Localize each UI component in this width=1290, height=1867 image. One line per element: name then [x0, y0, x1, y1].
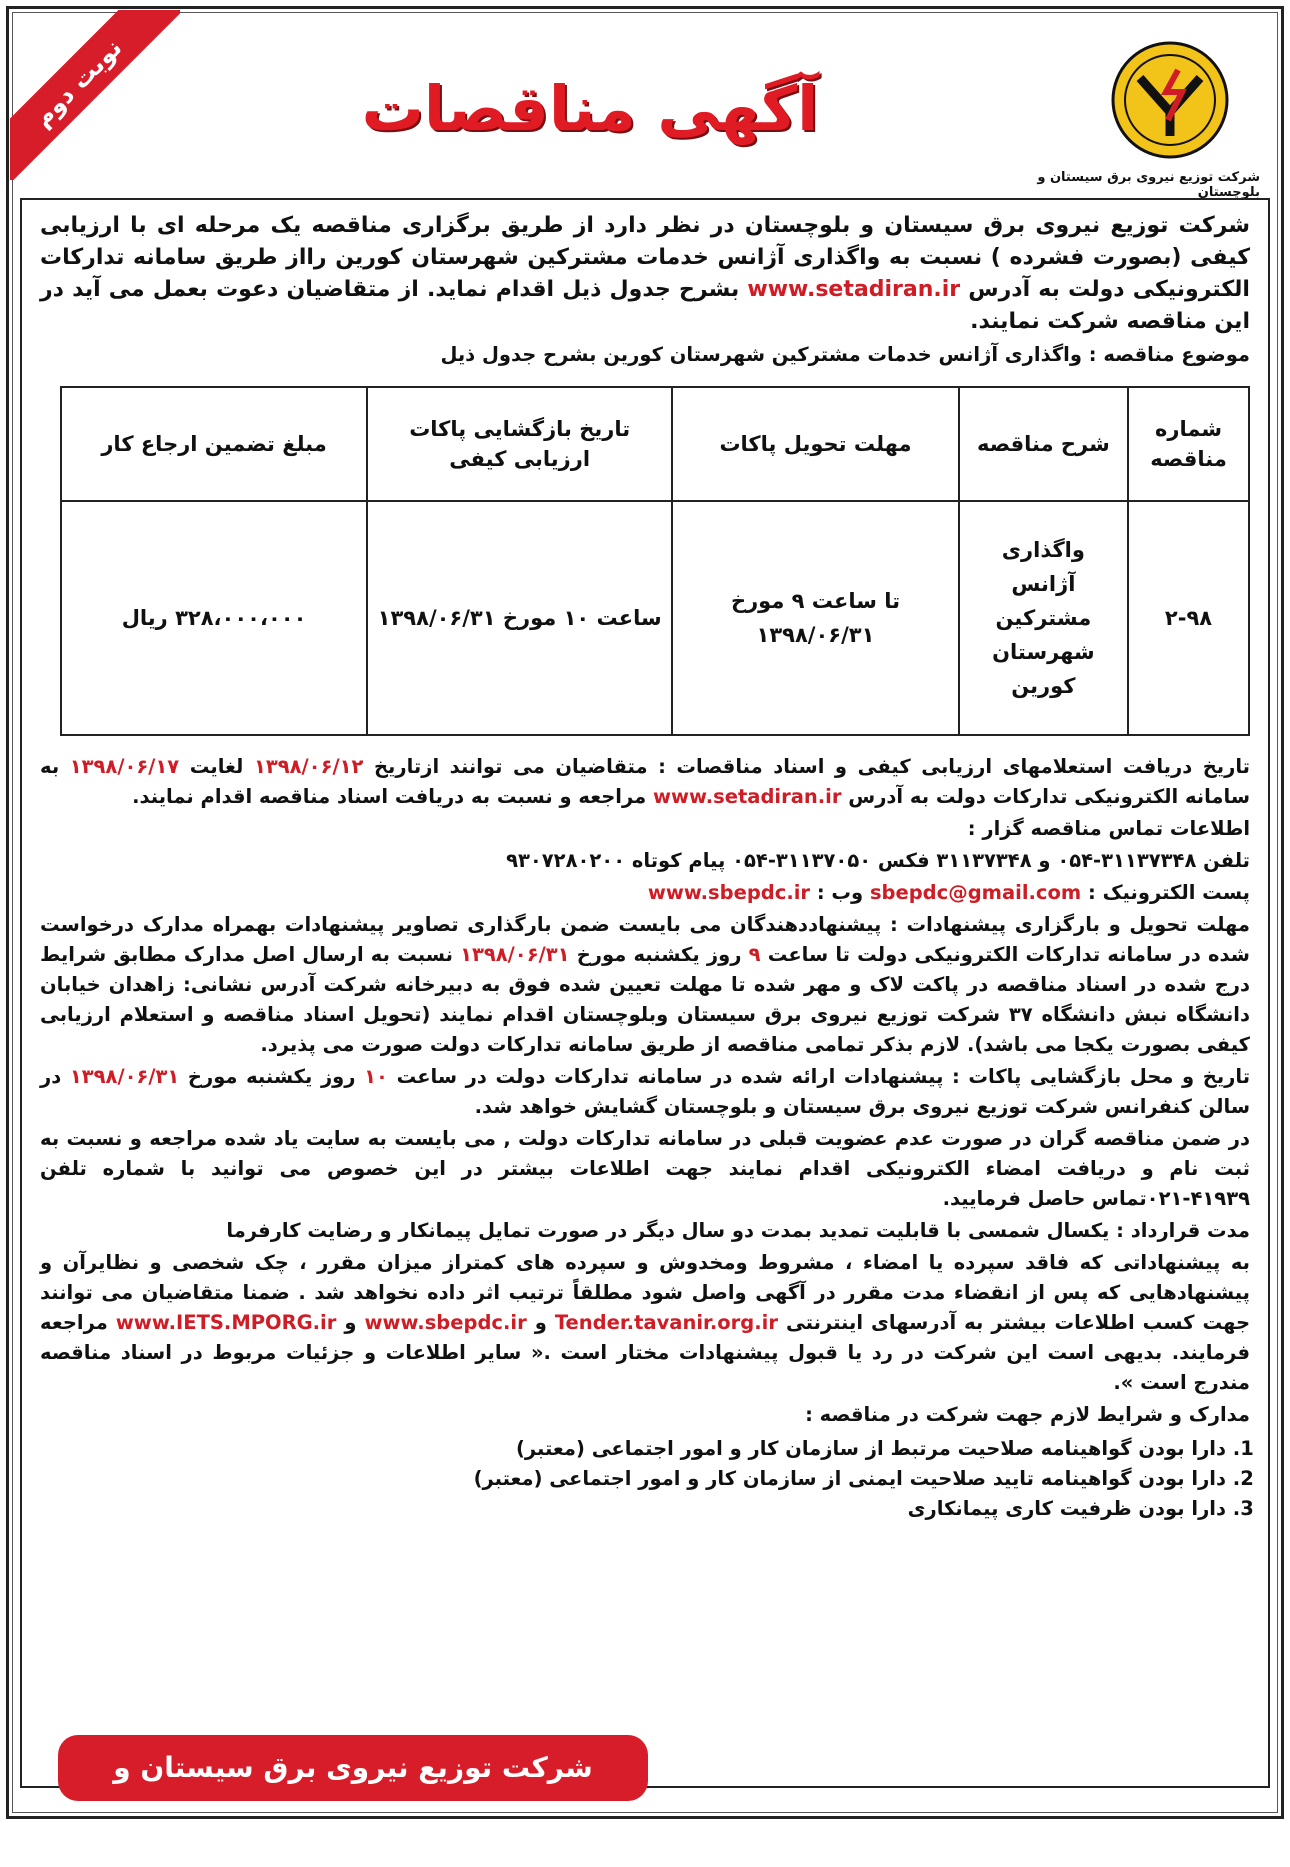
opening-date: ۱۳۹۸/۰۶/۳۱ [69, 1065, 180, 1088]
list-item: 1. دارا بودن گواهینامه صلاحیت مرتبط از سازمان کار و امور اجتماعی (معتبر) [40, 1434, 1226, 1464]
company-logo-icon [1110, 40, 1230, 160]
opening-text-3: در سالن کنفرانس شرکت توزیع نیروی برق سیستان و بلوچستان گشایش خواهد شد. [40, 1065, 1250, 1118]
announcement-body [40, 210, 1250, 1524]
deadline-date: ۱۳۹۸/۰۶/۳۱ [460, 943, 570, 966]
header-opening-date: تاریخ بازگشایی پاکات ارزیابی کیفی [367, 387, 672, 501]
receive-text-4: مراجعه و نسبت به دریافت اسناد مناقصه اقدام نمایند. [132, 785, 647, 808]
receive-date-to: ۱۳۹۸/۰۶/۱۷ [69, 755, 180, 778]
conditions-text-1: به پیشنهاداتی که فاقد سپرده یا امضاء ، مشروط ومخدوش و سپرده های کمتراز میزان مقرر ، چک شخصی و نظایرآن و پیشنهادهایی که پس از انقضاء مدت مقرر در آگهی واصل شود مطلقاً ترتیب اثر داده نخواهد شد . ضمنا متقاضیان می توانند جهت کسب اطلاعات بیشتر به آدرسهای اینترنتی [40, 1251, 1251, 1334]
receive-paragraph [40, 752, 1250, 812]
contact-phone: تلفن ۳۱۱۳۷۳۴۸-۰۵۴ و ۳۱۱۳۷۳۴۸ فکس ۳۱۱۳۷۰۵۰-۰۵۴ پیام کوتاه ۹۳۰۷۲۸۰۲۰۰ [506, 849, 1250, 872]
requirements-list [40, 1434, 1226, 1524]
deadline-text-2: روز یکشنبه مورخ [576, 943, 742, 966]
web-label: وب : [816, 881, 864, 904]
header-tender-number: شماره مناقصه [1128, 387, 1249, 501]
footer-company-banner: شرکت توزیع نیروی برق سیستان و بلوچستان [58, 1735, 648, 1801]
setadiran-link[interactable]: www.setadiran.ir [747, 277, 961, 302]
conditions-paragraph [40, 1248, 1250, 1398]
logo-caption: شرکت توزیع نیروی برق سیستان و بلوچستان [1037, 170, 1260, 200]
intro-paragraph [40, 210, 1250, 338]
receive-text-2: لغایت [189, 755, 244, 778]
web-link[interactable]: www.sbepdc.ir [647, 881, 811, 904]
cell-guarantee-amount: ۳۲۸،۰۰۰،۰۰۰ ریال [61, 501, 367, 735]
badge-corner [10, 10, 180, 180]
receive-date-from: ۱۳۹۸/۰۶/۱۲ [253, 755, 364, 778]
conditions-text-2: مراجعه فرمایند. بدیهی است این شرکت در رد یا قبول پیشنهادات مختار است .« سایر اطلاعات و جزئیات مربوط در اسناد مناقصه مندرج است ». [40, 1311, 1250, 1394]
round-badge: نوبت دوم [10, 10, 180, 180]
opening-text-1: تاریخ و محل بازگشایی پاکات : پیشنهادات ارائه شده در سامانه تدارکات دولت در ساعت [396, 1065, 1251, 1088]
opening-text-2: روز یکشنبه مورخ [187, 1065, 356, 1088]
deadline-paragraph [40, 910, 1250, 1060]
sbepdc-link[interactable]: www.sbepdc.ir [364, 1311, 527, 1334]
intro-text-1: شرکت توزیع نیروی برق سیستان و بلوچستان در نظر دارد از طریق برگزاری مناقصه یک مرحله ای با ارزیابی کیفی (بصورت فشرده ) نسبت به واگذاری آژانس خدمات مشترکین شهرستان کورین رااز طریق سامانه تدارکات الکترونیکی دولت به آدرس [40, 213, 1250, 302]
tender-table [60, 386, 1250, 736]
cell-description: واگذاری آژانس مشترکین شهرستان کورین [959, 501, 1128, 735]
table-header-row [61, 387, 1249, 501]
intro-text-2: بشرح جدول ذیل اقدام نماید. از متقاضیان دعوت بعمل می آید در این مناقصه شرکت نمایند. [40, 277, 1250, 334]
deadline-hour: ۹ [748, 943, 761, 966]
cell-delivery-deadline: تا ساعت ۹ مورخ ۱۳۹۸/۰۶/۳۱ [672, 501, 959, 735]
table-row [61, 501, 1249, 735]
header-delivery-deadline: مهلت تحویل پاکات [672, 387, 959, 501]
subject-line: موضوع مناقصه : واگذاری آژانس خدمات مشترکین شهرستان کورین بشرح جدول ذیل [440, 343, 1250, 366]
header-description: شرح مناقصه [959, 387, 1128, 501]
receive-text-1: تاریخ دریافت استعلامهای ارزیابی کیفی و اسناد مناقصات : متقاضیان می توانند ازتاریخ [373, 755, 1251, 778]
cell-opening-date: ساعت ۱۰ مورخ ۱۳۹۸/۰۶/۳۱ [367, 501, 672, 735]
conditions-and-2: و [344, 1311, 357, 1334]
iets-link[interactable]: www.IETS.MPORG.ir [115, 1311, 337, 1334]
list-item: 3. دارا بودن ظرفیت کاری پیمانکاری [40, 1494, 1226, 1524]
page-title: آگهی مناقصات [361, 72, 819, 145]
requirements-heading: مدارک و شرایط لازم جهت شرکت در مناقصه : [805, 1403, 1250, 1426]
conditions-and-1: و [534, 1311, 547, 1334]
list-item: 2. دارا بودن گواهینامه تایید صلاحیت ایمنی از سازمان کار و امور اجتماعی (معتبر) [40, 1464, 1226, 1494]
contact-web-line [40, 878, 1250, 908]
opening-paragraph [40, 1062, 1250, 1122]
contact-heading: اطلاعات تماس مناقصه گزار : [967, 817, 1250, 840]
cell-tender-number: ۲-۹۸ [1128, 501, 1249, 735]
receive-text-3: به سامانه الکترونیکی تدارکات دولت به آدرس [40, 755, 1250, 808]
opening-hour: ۱۰ [364, 1065, 388, 1088]
email-label: پست الکترونیک : [1088, 881, 1250, 904]
deadline-text-3: نسبت به ارسال اصل مدارک مطابق شرایط درج شده در اسناد مناقصه در پاکت لاک و مهر شده تا مهلت تعیین شده فوق به دبیرخانه شرکت آدرس نشانی: زاهدان خیابان دانشگاه نبش دانشگاه ۳۷ شرکت توزیع نیروی برق سیستان وبلوچستان اقدام نمایند (تحویل اسناد مناقصه و استعلام ارزیابی کیفی بصورت یکجا می باشد). لازم بذکر تمامی مناقصه از طریق سامانه تدارکات دولت صورت می پذیرد. [40, 943, 1250, 1056]
contract-paragraph: مدت قرارداد : یکسال شمسی با قابلیت تمدید بمدت دو سال دیگر در صورت تمایل پیمانکار و رضایت کارفرما [226, 1219, 1250, 1242]
header-guarantee-amount: مبلغ تضمین ارجاع کار [61, 387, 367, 501]
tavanir-link[interactable]: Tender.tavanir.org.ir [554, 1311, 778, 1334]
deadline-text-1: مهلت تحویل و بارگزاری پیشنهادات : پیشنهاددهندگان می بایست ضمن بارگذاری تصاویر پیشنهادات بهمراه مدارک درخواست شده در سامانه تدارکات الکترونیکی دولت تا ساعت [40, 913, 1250, 966]
email-link[interactable]: sbepdc@gmail.com [869, 881, 1082, 904]
receive-setadiran-link[interactable]: www.setadiran.ir [652, 785, 842, 808]
membership-paragraph: در ضمن مناقصه گران در صورت عدم عضویت قبلی در سامانه تدارکات دولت , می بایست به سایت یاد شده مراجعه و نسبت به ثبت نام و دریافت امضاء الکترونیکی اقدام نمایند جهت اطلاعات بیشتر در این خصوص می توانید با شماره تلفن ۴۱۹۳۹-۰۲۱تماس حاصل فرمایید. [40, 1127, 1250, 1210]
